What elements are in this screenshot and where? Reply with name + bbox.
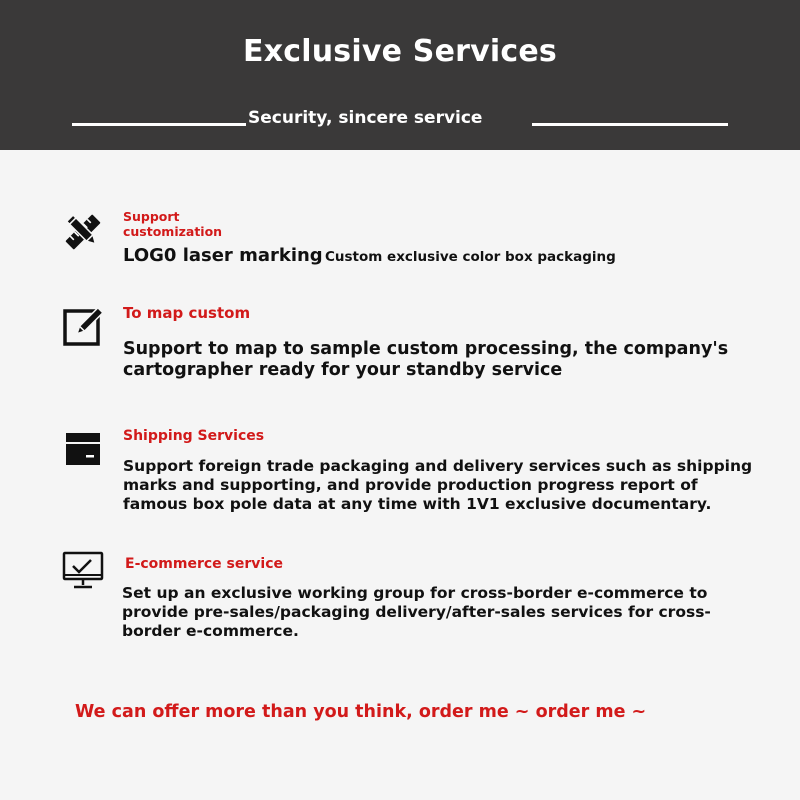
section-text-map: Support to map to sample custom processing, the company's cartographer ready for your standby service xyxy=(123,339,729,381)
section-label-customization: Support customization xyxy=(123,209,223,239)
page-title: Exclusive Services xyxy=(243,34,557,69)
feature-color-box: Custom exclusive color box packaging xyxy=(325,249,616,265)
section-text-shipping: Support foreign trade packaging and delivery services such as shipping marks and supporting, and provide production progress report of famous box pole data at any time with 1V1 exclusive documentary. xyxy=(123,457,753,513)
footer-callout: We can offer more than you think, order me ~ order me ~ xyxy=(75,702,647,722)
package-box-icon xyxy=(64,430,102,468)
section-label-map: To map custom xyxy=(123,304,251,322)
monitor-check-icon xyxy=(62,551,104,591)
section-label-ecommerce: E-commerce service xyxy=(125,556,283,572)
divider-left xyxy=(72,123,246,126)
page-subtitle: Security, sincere service xyxy=(248,108,483,128)
divider-right xyxy=(532,123,728,126)
edit-square-icon xyxy=(62,305,104,347)
pencil-ruler-icon xyxy=(62,211,104,253)
section-label-shipping: Shipping Services xyxy=(123,428,265,444)
section-text-ecommerce: Set up an exclusive working group for cross-border e-commerce to provide pre-sales/packaging delivery/after-sales services for cross-border e-commerce. xyxy=(122,584,711,640)
header-banner xyxy=(0,0,800,150)
feature-logo-marking: LOG0 laser marking xyxy=(123,245,323,266)
